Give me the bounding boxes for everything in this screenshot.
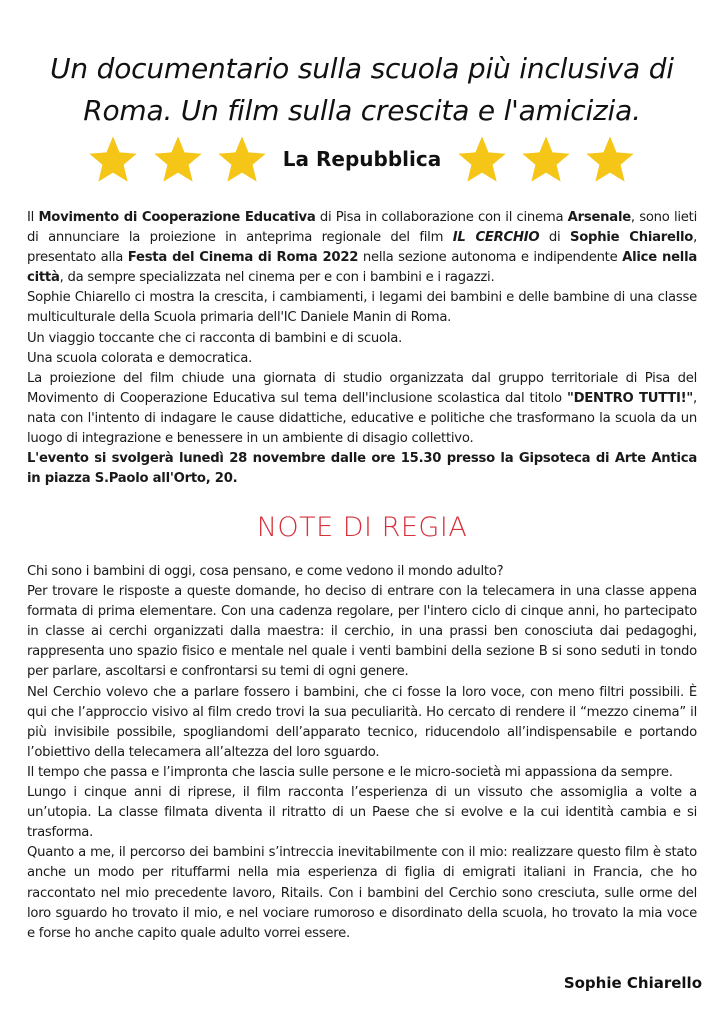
notes-paragraph: Il tempo che passa e l’impronta che lascia sulle persone e le micro-società mi appassiona da sempre.	[27, 764, 673, 780]
star-icon	[519, 133, 573, 187]
event-announcement	[27, 208, 697, 489]
notes-paragraph: Lungo i cinque anni di riprese, il film racconta l’esperienza di un vissuto che assomiglia a volte a un’utopia. La classe filmata diventa il ritratto di un Paese che si evolve e la cui identità cambia e si trasforma.	[27, 785, 697, 841]
star-icon	[583, 133, 637, 187]
notes-paragraph: Per trovare le risposte a queste domande, ho deciso di entrare con la telecamera in una classe appena formata di prima elementare. Con una cadenza regolare, per l'intero ciclo di cinque anni, ho partecipato in classe ai cerchi organizzati dalla maestra: il cerchio, in una prassi ben conosciuta dai pedagoghi, rappresenta uno spazio fisico e mentale nel quale i venti bambini della sezione B si sono seduti in tondo per parlare, ascoltarsi e confrontarsi su temi di ogni genere.	[27, 584, 697, 680]
text-span: , sono lieti di annunciare la proiezione in anteprima regionale del film	[27, 210, 697, 246]
intro-paragraph: Un viaggio toccante che ci racconta di bambini e di scuola.	[27, 330, 403, 346]
section-title: NOTE DI REGIA	[256, 512, 468, 543]
review-rating	[0, 133, 724, 189]
director-name: Sophie Chiarello	[569, 230, 694, 246]
event-date-location: L'evento si svolgerà lunedì 28 novembre dalle ore 15.30 presso la Gipsoteca di Arte Antica in piazza S.Paolo all'Orto, 20.	[27, 451, 697, 487]
notes-paragraph: Chi sono i bambini di oggi, cosa pensano, e come vedono il mondo adulto?	[27, 564, 504, 579]
director-notes	[27, 562, 697, 944]
section-name: Alice nella città	[27, 250, 697, 286]
star-icon	[215, 133, 269, 187]
notes-paragraph: Nel Cerchio volevo che a parlare fossero i bambini, che ci fosse la loro voce, con meno filtri possibili. È qui che l’approccio visivo al film credo trovi la sua peculiarità. Ho cercato di rendere il “mezzo cinema” il più invisibile possibile, spogliandomi dell’apparato tecnico, riducendolo all’indispensabile e portando l’obiettivo della telecamera all’altezza del loro sguardo.	[27, 684, 697, 760]
text-span: , nata con l'intento di indagare le cause didattiche, educative e politiche che trasformano la scuola da un luogo di integrazione e benessere in un ambiente di disagio collettivo.	[27, 390, 697, 447]
intro-paragraph: Una scuola colorata e democratica.	[27, 350, 253, 366]
notes-paragraph: Quanto a me, il percorso dei bambini s’intreccia inevitabilmente con il mio: realizzare questo film è stato anche un modo per rituffarmi nella mia esperienza di figlia di emigrati italiani in Francia, che ho raccontato nel mio precedente lavoro, Ritails. Con i bambini del Cerchio sono cresciuta, sulle orme del loro sguardo ho trovato il mio, e nel vociare rumoroso e disordinato della scuola, ho trovato la mia voce e forse ho anche capito quale adulto vorrei essere.	[27, 845, 697, 941]
text-span: , da sempre specializzata nel cinema per e con i bambini e i ragazzi.	[59, 270, 495, 286]
study-day-title: "DENTRO TUTTI!"	[566, 390, 694, 406]
star-icon	[86, 133, 140, 187]
organization-name: Movimento di Cooperazione Educativa	[38, 210, 316, 225]
intro-paragraph	[27, 369, 697, 449]
signature: Sophie Chiarello	[563, 974, 702, 992]
star-icon	[455, 133, 509, 187]
intro-paragraph: Sophie Chiarello ci mostra la crescita, i cambiamenti, i legami dei bambini e delle bambine di una classe multiculturale della Scuola primaria dell'IC Daniele Manin di Roma.	[27, 290, 697, 326]
text-span: Il	[27, 210, 39, 225]
event-details	[27, 449, 697, 489]
quote-line-1: Un documentario sulla scuola più inclusiva di	[50, 52, 674, 85]
festival-name: Festa del Cinema di Roma 2022	[127, 250, 359, 266]
text-span: di Pisa in collaborazione con il cinema	[315, 210, 568, 225]
cinema-name: Arsenale	[567, 210, 631, 225]
star-icon	[151, 133, 205, 187]
text-span: , presentato alla	[27, 230, 698, 266]
quote-line-2: Roma. Un film sulla crescita e l'amicizia.	[83, 94, 641, 127]
text-span: La proiezione del film chiude una giornata di studio organizzata dal gruppo territoriale di Pisa del Movimento di Cooperazione Educativa sul tema dell'inclusione scolastica dal titolo	[27, 370, 697, 406]
review-source: La Repubblica	[282, 147, 442, 171]
film-title: IL CERCHIO	[452, 230, 540, 246]
headline-quote	[30, 48, 694, 132]
text-span: di	[539, 230, 570, 246]
text-span: nella sezione autonoma e indipendente	[358, 250, 623, 266]
intro-paragraph	[27, 208, 697, 288]
